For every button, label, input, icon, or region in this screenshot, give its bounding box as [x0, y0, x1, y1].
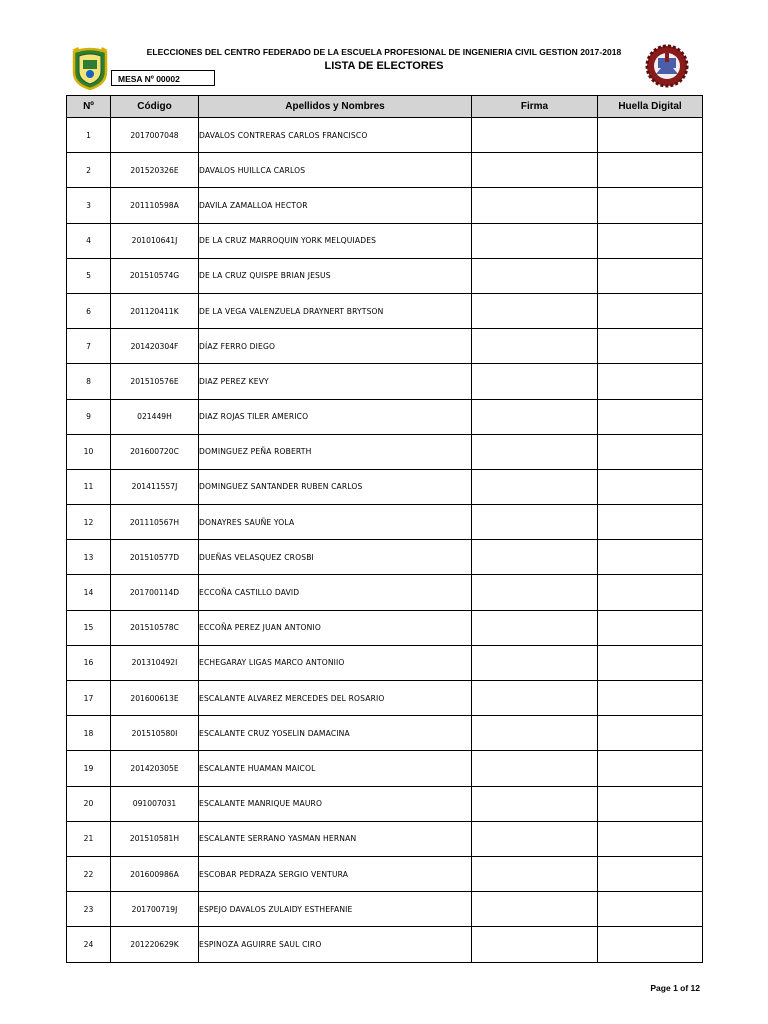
student-code: 201600720C [111, 434, 199, 469]
table-row [67, 399, 703, 434]
table-row [67, 821, 703, 856]
student-code: 2017007048 [111, 118, 199, 153]
signature-field[interactable] [472, 645, 598, 680]
voter-name: DIAZ PEREZ KEVY [199, 364, 472, 399]
student-code: 201700114D [111, 575, 199, 610]
university-crest-icon [68, 46, 112, 90]
table-row [67, 575, 703, 610]
voter-name: DE LA VEGA VALENZUELA DRAYNERT BRYTSON [199, 293, 472, 328]
row-number: 3 [67, 188, 111, 223]
voter-name: ECCOÑA PEREZ JUAN ANTONIO [199, 610, 472, 645]
table-row [67, 329, 703, 364]
row-number: 9 [67, 399, 111, 434]
fingerprint-field[interactable] [598, 645, 703, 680]
voter-name: DE LA CRUZ MARROQUIN YORK MELQUIADES [199, 223, 472, 258]
table-body [67, 118, 703, 963]
student-code: 201010641J [111, 223, 199, 258]
voter-name: DUEÑAS VELASQUEZ CROSBI [199, 540, 472, 575]
row-number: 2 [67, 153, 111, 188]
row-number: 6 [67, 293, 111, 328]
student-code: 201520326E [111, 153, 199, 188]
table-row [67, 434, 703, 469]
signature-field[interactable] [472, 927, 598, 962]
fingerprint-field[interactable] [598, 681, 703, 716]
table-row [67, 892, 703, 927]
civil-engineering-emblem-icon [640, 44, 694, 88]
page-number: Page 1 of 12 [650, 983, 700, 993]
column-header-fingerprint: Huella Digital [598, 96, 703, 118]
signature-field[interactable] [472, 786, 598, 821]
fingerprint-field[interactable] [598, 575, 703, 610]
table-row [67, 751, 703, 786]
row-number: 14 [67, 575, 111, 610]
student-code: 201600613E [111, 681, 199, 716]
signature-field[interactable] [472, 751, 598, 786]
fingerprint-field[interactable] [598, 223, 703, 258]
student-code: 201510580I [111, 716, 199, 751]
signature-field[interactable] [472, 223, 598, 258]
signature-field[interactable] [472, 540, 598, 575]
row-number: 8 [67, 364, 111, 399]
student-code: 201110567H [111, 505, 199, 540]
signature-field[interactable] [472, 258, 598, 293]
voter-name: DOMINGUEZ SANTANDER RUBEN CARLOS [199, 469, 472, 504]
table-row [67, 258, 703, 293]
row-number: 5 [67, 258, 111, 293]
student-code: 201600986A [111, 856, 199, 891]
fingerprint-field[interactable] [598, 716, 703, 751]
mesa-number-box: MESA Nº 00002 [111, 70, 215, 86]
student-code: 091007031 [111, 786, 199, 821]
signature-field[interactable] [472, 434, 598, 469]
voter-name: ECHEGARAY LIGAS MARCO ANTONIIO [199, 645, 472, 680]
voter-name: ESCALANTE HUAMAN MAICOL [199, 751, 472, 786]
student-code: 201420304F [111, 329, 199, 364]
fingerprint-field[interactable] [598, 892, 703, 927]
column-header-code: Código [111, 96, 199, 118]
table-header-row [67, 96, 703, 118]
fingerprint-field[interactable] [598, 434, 703, 469]
voter-name: DAVILA ZAMALLOA HECTOR [199, 188, 472, 223]
table-row [67, 610, 703, 645]
fingerprint-field[interactable] [598, 293, 703, 328]
signature-field[interactable] [472, 610, 598, 645]
voter-name: ESCALANTE CRUZ YOSELIN DAMACINA [199, 716, 472, 751]
document-subtitle: LISTA DE ELECTORES [324, 60, 444, 72]
fingerprint-field[interactable] [598, 751, 703, 786]
signature-field[interactable] [472, 188, 598, 223]
document-title: ELECCIONES DEL CENTRO FEDERADO DE LA ESCUELA PROFESIONAL DE INGENIERIA CIVIL GESTION 2017-2018 [146, 47, 622, 57]
row-number: 24 [67, 927, 111, 962]
table-row [67, 716, 703, 751]
fingerprint-field[interactable] [598, 540, 703, 575]
signature-field[interactable] [472, 329, 598, 364]
table-row [67, 153, 703, 188]
table-row [67, 118, 703, 153]
voter-name: ESCALANTE ALVAREZ MERCEDES DEL ROSARIO [199, 681, 472, 716]
table-row [67, 786, 703, 821]
row-number: 21 [67, 821, 111, 856]
table-row [67, 223, 703, 258]
voter-name: ECCOÑA CASTILLO DAVID [199, 575, 472, 610]
voter-name: DONAYRES SAUÑE YOLA [199, 505, 472, 540]
student-code: 201110598A [111, 188, 199, 223]
column-header-number: Nº [67, 96, 111, 118]
voter-name: DAVALOS CONTRERAS CARLOS FRANCISCO [199, 118, 472, 153]
fingerprint-field[interactable] [598, 399, 703, 434]
student-code: 201510576E [111, 364, 199, 399]
row-number: 11 [67, 469, 111, 504]
student-code: 201310492I [111, 645, 199, 680]
column-header-signature: Firma [472, 96, 598, 118]
student-code: 201411557J [111, 469, 199, 504]
fingerprint-field[interactable] [598, 786, 703, 821]
fingerprint-field[interactable] [598, 153, 703, 188]
fingerprint-field[interactable] [598, 927, 703, 962]
voter-name: DE LA CRUZ QUISPE BRIAN JESUS [199, 258, 472, 293]
fingerprint-field[interactable] [598, 364, 703, 399]
row-number: 18 [67, 716, 111, 751]
signature-field[interactable] [472, 505, 598, 540]
row-number: 15 [67, 610, 111, 645]
row-number: 19 [67, 751, 111, 786]
table-row [67, 505, 703, 540]
row-number: 1 [67, 118, 111, 153]
table-row [67, 364, 703, 399]
signature-field[interactable] [472, 716, 598, 751]
voter-name: DOMINGUEZ PEÑA ROBERTH [199, 434, 472, 469]
student-code: 201510577D [111, 540, 199, 575]
student-code: 021449H [111, 399, 199, 434]
row-number: 16 [67, 645, 111, 680]
student-code: 201120411K [111, 293, 199, 328]
fingerprint-field[interactable] [598, 505, 703, 540]
row-number: 13 [67, 540, 111, 575]
student-code: 201220629K [111, 927, 199, 962]
voter-name: DIAZ ROJAS TILER AMERICO [199, 399, 472, 434]
row-number: 4 [67, 223, 111, 258]
table-row [67, 856, 703, 891]
signature-field[interactable] [472, 821, 598, 856]
row-number: 20 [67, 786, 111, 821]
fingerprint-field[interactable] [598, 258, 703, 293]
voter-name: ESCOBAR PEDRAZA SERGIO VENTURA [199, 856, 472, 891]
fingerprint-field[interactable] [598, 821, 703, 856]
row-number: 17 [67, 681, 111, 716]
signature-field[interactable] [472, 364, 598, 399]
row-number: 7 [67, 329, 111, 364]
signature-field[interactable] [472, 892, 598, 927]
fingerprint-field[interactable] [598, 188, 703, 223]
voter-list-table [66, 95, 703, 963]
student-code: 201700719J [111, 892, 199, 927]
fingerprint-field[interactable] [598, 329, 703, 364]
voter-name: ESCALANTE SERRANO YASMAN HERNAN [199, 821, 472, 856]
fingerprint-field[interactable] [598, 856, 703, 891]
signature-field[interactable] [472, 681, 598, 716]
voter-name: DÍAZ FERRO DIEGO [199, 329, 472, 364]
table-row [67, 927, 703, 962]
column-header-names: Apellidos y Nombres [199, 96, 472, 118]
fingerprint-field[interactable] [598, 118, 703, 153]
signature-field[interactable] [472, 153, 598, 188]
student-code: 201510574G [111, 258, 199, 293]
voter-name: ESCALANTE MANRIQUE MAURO [199, 786, 472, 821]
student-code: 201510581H [111, 821, 199, 856]
student-code: 201510578C [111, 610, 199, 645]
student-code: 201420305E [111, 751, 199, 786]
signature-field[interactable] [472, 293, 598, 328]
table-row [67, 681, 703, 716]
row-number: 10 [67, 434, 111, 469]
signature-field[interactable] [472, 575, 598, 610]
row-number: 22 [67, 856, 111, 891]
signature-field[interactable] [472, 118, 598, 153]
voter-name: ESPINOZA AGUIRRE SAUL CIRO [199, 927, 472, 962]
signature-field[interactable] [472, 399, 598, 434]
row-number: 23 [67, 892, 111, 927]
table-row [67, 469, 703, 504]
signature-field[interactable] [472, 856, 598, 891]
row-number: 12 [67, 505, 111, 540]
fingerprint-field[interactable] [598, 469, 703, 504]
voter-name: DAVALOS HUILLCA CARLOS [199, 153, 472, 188]
table-row [67, 188, 703, 223]
signature-field[interactable] [472, 469, 598, 504]
voter-name: ESPEJO DAVALOS ZULAIDY ESTHEFANIE [199, 892, 472, 927]
table-row [67, 540, 703, 575]
table-row [67, 293, 703, 328]
fingerprint-field[interactable] [598, 610, 703, 645]
table-row [67, 645, 703, 680]
